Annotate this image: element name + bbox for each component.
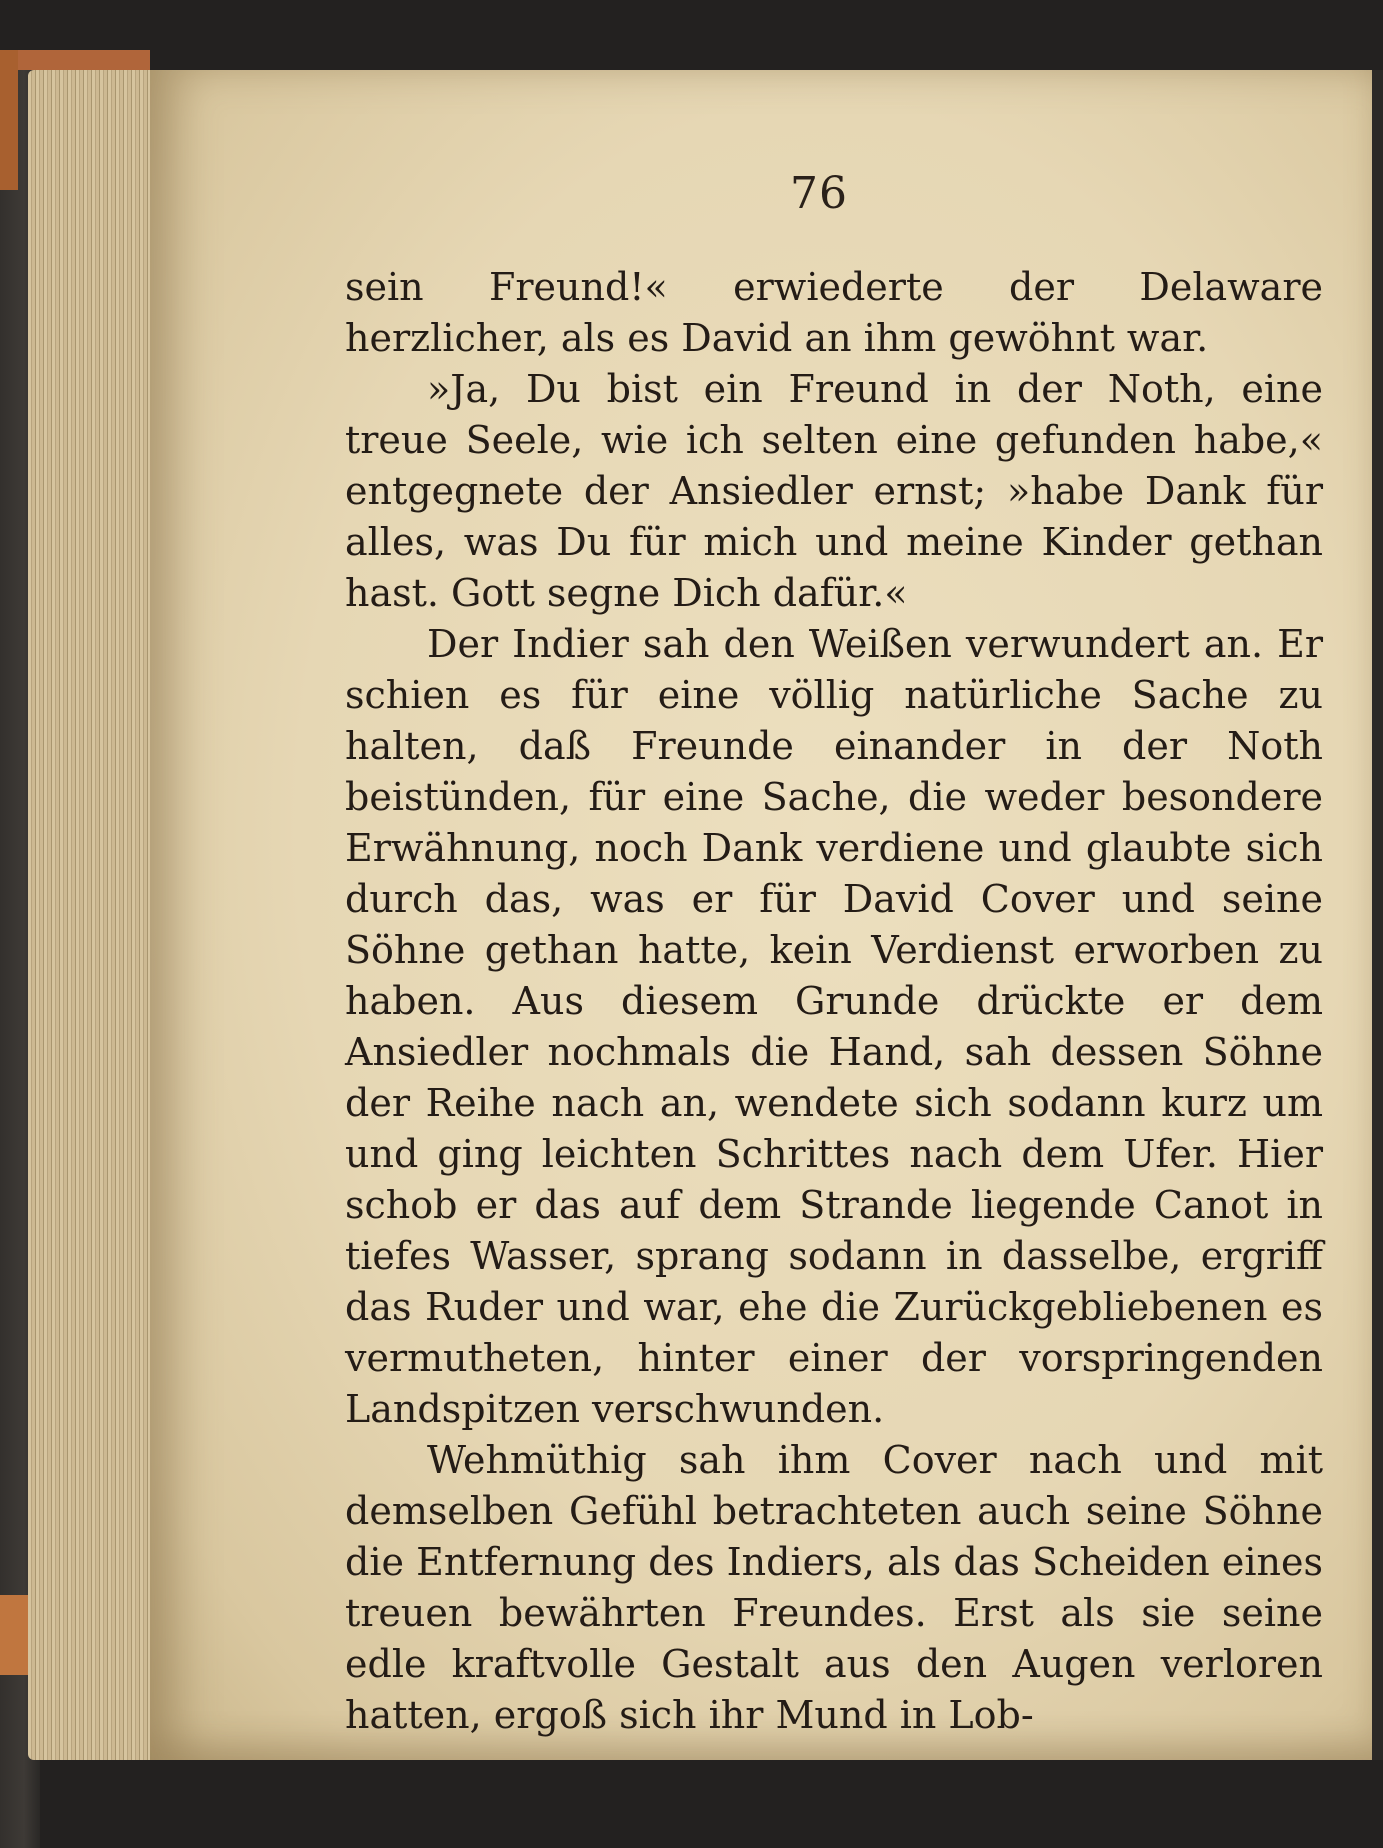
- cover-corner-bottom: [0, 1595, 30, 1675]
- page-edges: [28, 70, 168, 1760]
- paragraph-3: Der Indier sah den Weißen verwundert an. Er schien es für eine völlig natürliche Sache zu halten, daß Freunde einander in der Noth beistünden, für eine Sache, die weder besondere Erwähnung, noch Dank verdiene und glaubte sich durch das, was er für David Cover und seine Söhne gethan hatte, kein Verdienst erworben zu haben. Aus diesem Grunde drückte er dem Ansiedler nochmals die Hand, sah dessen Söhne der Reihe nach an, wendete sich sodann kurz um und ging leichten Schrittes nach dem Ufer. Hier schob er das auf dem Strande liegende Canot in tiefes Wasser, sprang sodann in dasselbe, ergriff das Ruder und war, ehe die Zurückgebliebenen es vermutheten, hinter einer der vorspringenden Landspitzen verschwunden.: [345, 622, 1323, 1431]
- paragraph-2: »Ja, Du bist ein Freund in der Noth, eine treue Seele, wie ich selten eine gefunden habe,« entgegnete der Ansiedler ernst; »habe Dank für alles, was Du für mich und meine Kinder gethan hast. Gott segne Dich dafür.«: [345, 367, 1323, 615]
- cover-corner-left: [0, 50, 18, 190]
- page-body-text: [345, 262, 1323, 1741]
- scan-border-right: [1372, 70, 1383, 1760]
- page-number: 76: [790, 168, 848, 219]
- paragraph-4: Wehmüthig sah ihm Cover nach und mit demselben Gefühl betrachteten auch seine Söhne die Entfernung des Indiers, als das Scheiden eines treuen bewährten Freundes. Erst als sie seine edle kraftvolle Gestalt aus den Augen verloren hatten, ergoß sich ihr Mund in Lob-: [345, 1438, 1323, 1737]
- paragraph-1: sein Freund!« erwiederte der Delaware herzlicher, als es David an ihm gewöhnt war.: [345, 265, 1323, 360]
- cover-corner-top: [0, 50, 150, 70]
